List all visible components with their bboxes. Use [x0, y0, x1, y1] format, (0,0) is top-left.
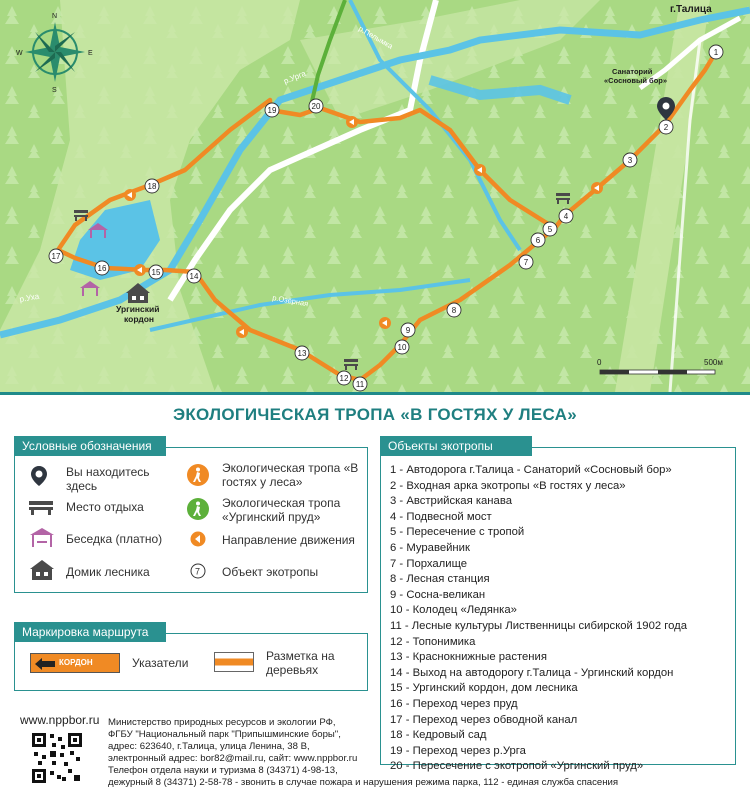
trail-point-number: 5 — [547, 225, 553, 234]
scale-zero: 0 — [597, 358, 602, 367]
trail-point-number: 14 — [189, 272, 199, 281]
marking-tree-marks: Разметка на деревьях — [266, 649, 335, 677]
object-item: 8 - Лесная станция — [390, 573, 490, 586]
legend-object: Объект экотропы — [222, 565, 319, 579]
trail-point-number: 2 — [663, 123, 669, 132]
legend-direction: Направление движения — [222, 533, 355, 547]
town-label: г.Талица — [670, 4, 712, 15]
legend-rest-place: Место отдыха — [66, 500, 144, 514]
trail-point-16 — [95, 261, 109, 275]
forester-house-icon — [28, 559, 56, 581]
you-are-here-icon — [30, 465, 48, 487]
compass-e: E — [88, 50, 93, 57]
marking-signs: Указатели — [132, 656, 189, 670]
sanatorium-label: Санаторий — [612, 67, 653, 76]
trail-point-14 — [187, 269, 201, 283]
site-url: www.nppbor.ru — [20, 713, 100, 727]
trail-point-number: 6 — [535, 236, 541, 245]
trail-point-20 — [309, 99, 323, 113]
footer-line: адрес: 623640, г.Талица, улица Ленина, 38 В, — [108, 741, 310, 752]
footer-contacts — [108, 717, 738, 789]
sign-pointer — [30, 653, 120, 673]
trail-point-number: 19 — [267, 106, 277, 115]
trail-point-4 — [559, 209, 573, 223]
compass-w: W — [16, 50, 23, 57]
trail-point-5 — [543, 222, 557, 236]
trail-point-15 — [149, 265, 163, 279]
object-item: 18 - Кедровый сад — [390, 729, 487, 742]
legend-eco-trail-green: Экологическая тропа «Ургинский пруд» — [222, 496, 341, 524]
trail-point-number: 11 — [355, 380, 365, 389]
trail-point-17 — [49, 249, 63, 263]
scale-end: 500м — [704, 358, 723, 367]
river-pelymka-label: р.Пелымка — [357, 23, 395, 51]
object-item: 3 - Австрийская канава — [390, 495, 512, 508]
gazebo-icon — [28, 527, 56, 549]
bench-icon — [28, 499, 54, 515]
trail-point-number: 13 — [297, 349, 307, 358]
legend-header: Условные обозначения — [14, 436, 166, 456]
river-ukha-label: р.Уха — [18, 291, 40, 304]
trail-point-7 — [519, 255, 533, 269]
trail-point-number: 8 — [451, 306, 457, 315]
object-item: 19 - Переход через р.Урга — [390, 744, 526, 757]
trail-point-number: 17 — [51, 252, 61, 261]
legend-you-are-here: Вы находитесь здесь — [66, 465, 150, 493]
trail-point-10 — [395, 340, 409, 354]
object-item: 2 - Входная арка экотропы «В гостях у леса» — [390, 479, 626, 492]
qr-code — [30, 731, 84, 785]
sanatorium-label-2: «Сосновый бор» — [604, 76, 668, 85]
trail-point-number: 10 — [397, 343, 407, 352]
trail-point-number: 12 — [339, 374, 349, 383]
objects-header: Объекты экотропы — [380, 436, 532, 456]
object-number-icon — [190, 563, 206, 579]
object-item: 13 - Краснокнижные растения — [390, 651, 547, 664]
compass-s: S — [52, 87, 57, 94]
trail-point-number: 20 — [311, 102, 321, 111]
object-item: 20 - Пересечение с экотропой «Ургинский пруд» — [390, 760, 644, 773]
trail-point-number: 1 — [713, 48, 719, 57]
trail-point-number: 3 — [627, 156, 633, 165]
trail-point-number: 16 — [97, 264, 107, 273]
legend-gazebo: Беседка (платно) — [66, 532, 163, 546]
trail-point-number: 7 — [523, 258, 529, 267]
trail-point-number: 15 — [151, 268, 161, 277]
trail-point-11 — [353, 377, 367, 391]
direction-icon — [190, 531, 206, 547]
river-urga-label: р.Урга — [282, 68, 308, 86]
info-panel — [0, 392, 750, 790]
hiker-orange-icon — [186, 463, 210, 487]
trail-map — [0, 0, 750, 392]
footer-line: дежурный 8 (34371) 2-58-78 - звонить в случае пожара и нарушения режима парка, 112 - единая служба спасения — [108, 777, 619, 788]
legend-eco-trail-orange: Экологическая тропа «В гостях у леса» — [222, 461, 359, 489]
trail-point-13 — [295, 346, 309, 360]
object-item: 10 - Колодец «Ледянка» — [390, 604, 517, 617]
object-item: 6 - Муравейник — [390, 541, 470, 554]
arrow-left-icon — [34, 657, 56, 671]
object-item: 17 - Переход через обводной канал — [390, 713, 578, 726]
object-number-text: 7 — [195, 566, 201, 577]
object-item: 16 - Переход через пруд — [390, 697, 518, 710]
trail-point-number: 4 — [563, 212, 569, 221]
trail-point-1 — [709, 45, 723, 59]
footer-line: электронный адрес: bor82@mail.ru, сайт: www.nppbor.ru — [108, 753, 358, 764]
object-item: 5 - Пересечение с тропой — [390, 526, 525, 539]
trail-title: ЭКОЛОГИЧЕСКАЯ ТРОПА «В ГОСТЯХ У ЛЕСА» — [172, 405, 577, 424]
trail-point-19 — [265, 103, 279, 117]
footer-line: Телефон отдела науки и туризма 8 (34371) 4-98-13, — [108, 765, 338, 776]
trail-point-6 — [531, 233, 545, 247]
object-item: 1 - Автодорога г.Талица - Санаторий «Сосновый бор» — [390, 464, 672, 476]
object-item: 4 - Подвесной мост — [390, 510, 492, 523]
legend-forester-house: Домик лесника — [66, 565, 150, 579]
compass-n: N — [52, 13, 58, 20]
trail-point-number: 9 — [405, 326, 411, 335]
trail-point-8 — [447, 303, 461, 317]
object-item: 9 - Сосна-великан — [390, 588, 486, 601]
hiker-green-icon — [186, 497, 210, 521]
trail-point-3 — [623, 153, 637, 167]
trail-point-12 — [337, 371, 351, 385]
trail-point-9 — [401, 323, 415, 337]
object-item: 15 - Ургинский кордон, дом лесника — [390, 682, 578, 695]
cordon-label: Ургинский — [116, 304, 160, 314]
cordon-label-2: кордон — [124, 314, 155, 324]
footer-line: ФГБУ "Национальный парк "Припышминские боры", — [108, 729, 341, 740]
marking-header: Маркировка маршрута — [14, 622, 166, 642]
object-item: 11 - Лесные культуры Лиственницы сибирской 1902 года — [390, 619, 688, 632]
river-ozernaya-label: р.Озёрная — [271, 293, 309, 309]
sign-text: КОРДОН — [59, 658, 93, 667]
object-item: 7 - Порхалище — [390, 557, 468, 570]
trail-point-number: 18 — [147, 182, 157, 191]
object-item: 14 - Выход на автодорогу г.Талица - Ургинский кордон — [390, 666, 674, 679]
trail-point-2 — [659, 120, 673, 134]
trail-point-18 — [145, 179, 159, 193]
footer-line: Министерство природных ресурсов и экологии РФ, — [108, 717, 336, 728]
object-item: 12 - Топонимика — [390, 635, 476, 648]
tree-mark-sample — [214, 652, 254, 672]
